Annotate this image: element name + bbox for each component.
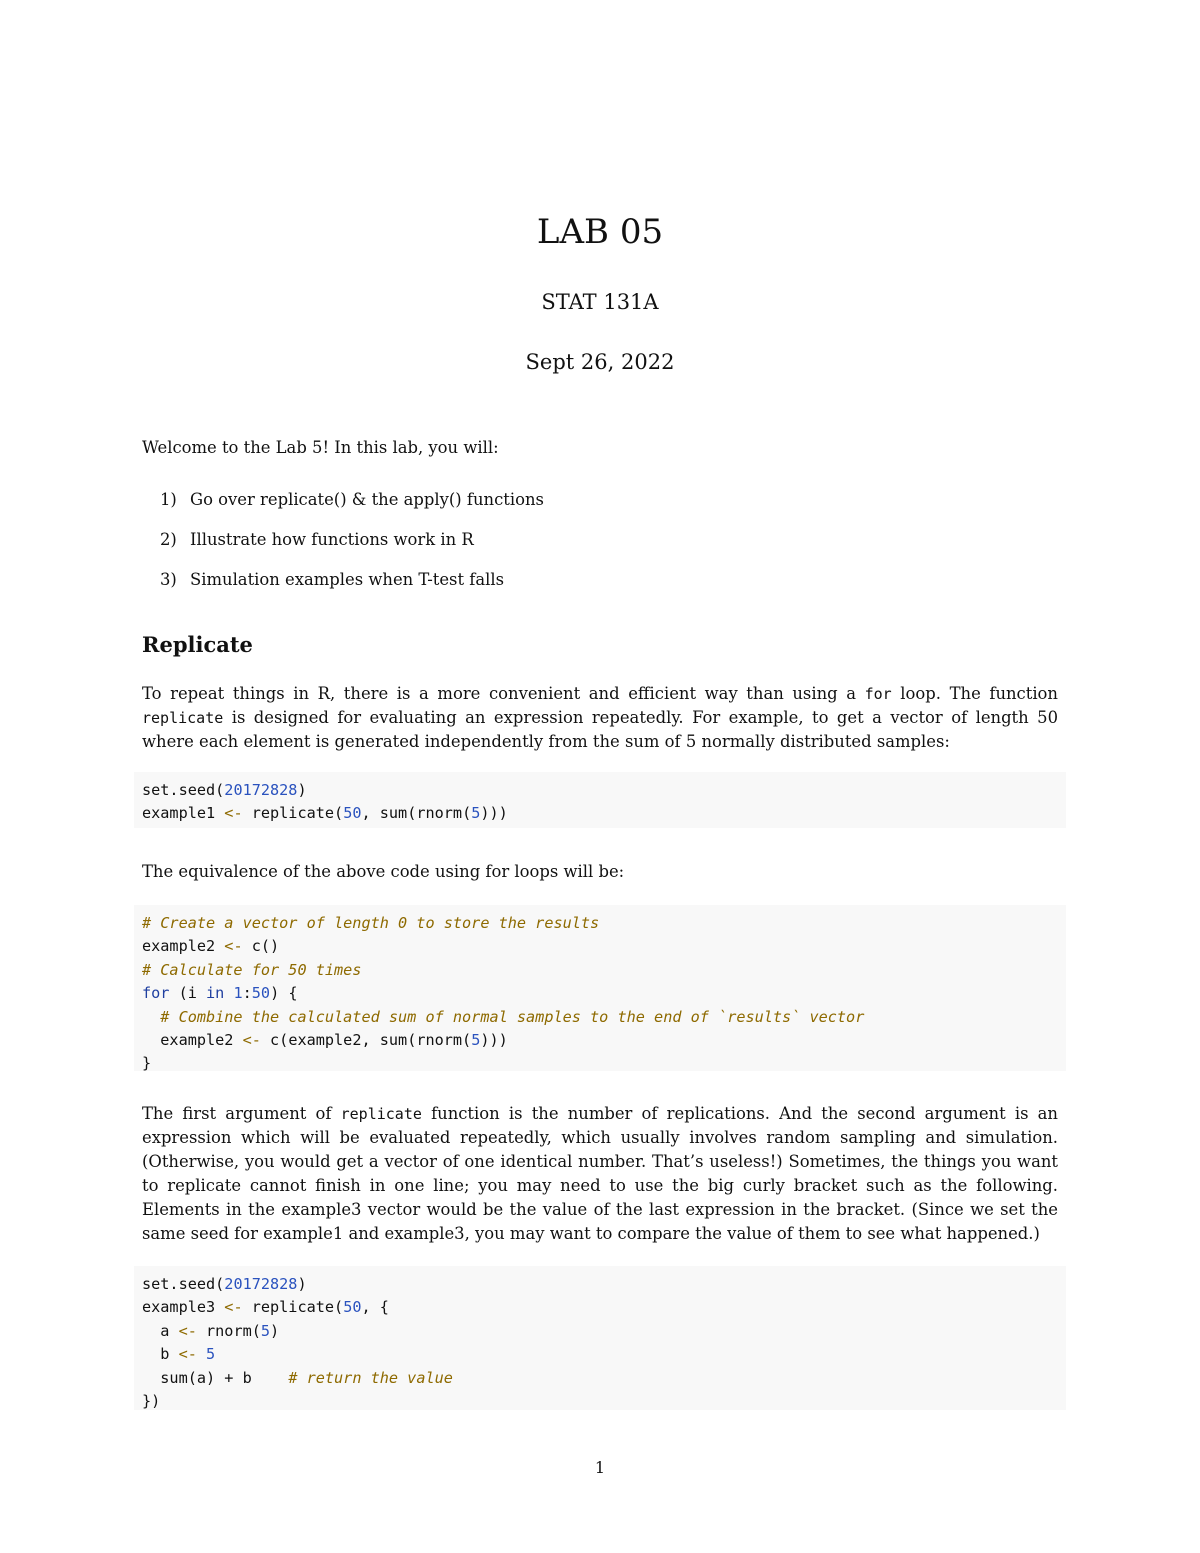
section-heading-replicate: Replicate	[142, 632, 253, 657]
inline-code: replicate	[340, 1105, 422, 1123]
list-item: 1) Go over replicate() & the apply() functions	[160, 490, 544, 509]
intro-paragraph: Welcome to the Lab 5! In this lab, you will:	[142, 438, 499, 457]
replicate-arguments-paragraph: The first argument of replicate function is the number of replications. And the second argument is an expression which will be evaluated repeatedly, which usually involves random sampling and simulation. (Otherwise, you would get a vector of one identical number. That’s useless!) Sometimes, the things you want to replicate cannot finish in one line; you may need to use the big curly bracket such as the following. Elements in the example3 vector would be the value of the last expression in the bracket. (Since we set the same seed for example1 and example3, you may want to compare the value of them to see what happened.)	[142, 1104, 1058, 1243]
code-block-example3: set.seed(20172828) example3 <- replicate(50, { a <- rnorm(5) b <- 5 sum(a) + b # return the value })	[134, 1266, 1066, 1410]
page-title: LAB 05	[536, 212, 664, 252]
list-item: 3) Simulation examples when T-test falls	[160, 570, 504, 589]
objectives-list	[160, 488, 544, 608]
course-name: STAT 131A	[541, 290, 659, 314]
for-loop-paragraph: The equivalence of the above code using for loops will be:	[142, 862, 625, 881]
list-item: 2) Illustrate how functions work in R	[160, 530, 474, 549]
code-block-example2: # Create a vector of length 0 to store the results example2 <- c() # Calculate for 50 times for (i in 1:50) { # Combine the calculated sum of normal samples to the end of `results` vector example2 <- c(example2, sum(rnorm(5))) }	[134, 905, 1066, 1071]
replicate-intro-paragraph: To repeat things in R, there is a more convenient and efficient way than using a for loop. The function replicate is designed for evaluating an expression repeatedly. For example, to get a vector of length 50 where each element is generated independently from the sum of 5 normally distributed samples:	[142, 684, 1058, 751]
inline-code: for	[864, 685, 892, 703]
page-number: 1	[594, 1458, 606, 1477]
inline-code: replicate	[142, 709, 224, 727]
document-date: Sept 26, 2022	[525, 350, 675, 374]
code-block-example1: set.seed(20172828) example1 <- replicate(50, sum(rnorm(5)))	[134, 772, 1066, 828]
